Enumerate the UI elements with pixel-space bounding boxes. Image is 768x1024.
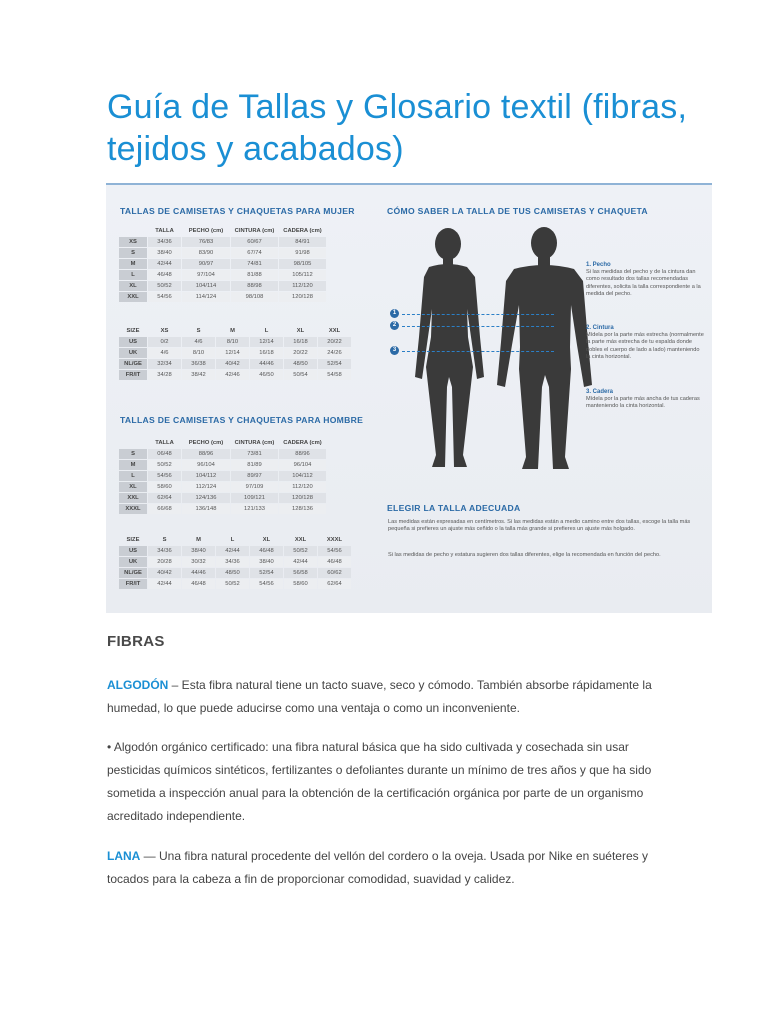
- table-cell: 89/97: [231, 471, 278, 481]
- column-header: SIZE: [126, 327, 140, 334]
- table-cell: 50/52: [148, 281, 181, 291]
- table-cell: 32/34: [148, 359, 181, 369]
- table-cell: 88/98: [231, 281, 278, 291]
- table-cell: 20/28: [148, 557, 181, 567]
- table-cell: 112/124: [182, 482, 230, 492]
- column-header: SIZE: [126, 536, 140, 543]
- waist-guide-line: [402, 326, 554, 327]
- column-header: XXL: [294, 536, 307, 543]
- column-header: S: [196, 327, 201, 334]
- hip-title: 3. Cadera: [586, 389, 614, 395]
- table-cell: 97/104: [182, 270, 230, 280]
- algodon-term: ALGODÓN: [107, 678, 169, 692]
- waist-title: 2. Cintura: [586, 325, 614, 331]
- row-label: XL: [119, 281, 147, 291]
- chest-guide-line: [402, 314, 554, 315]
- table-cell: 20/22: [318, 337, 351, 347]
- column-header: PECHO (cm): [188, 227, 224, 234]
- chest-marker: 1: [390, 309, 399, 318]
- column-header: CINTURA (cm): [234, 439, 275, 446]
- column-header: CADERA (cm): [283, 439, 322, 446]
- row-label: L: [119, 270, 147, 280]
- table-header-row: [119, 225, 326, 236]
- table-cell: 88/96: [182, 449, 230, 459]
- male-silhouette: [489, 227, 599, 472]
- table-row: [119, 579, 351, 589]
- table-cell: 8/10: [216, 337, 249, 347]
- row-label: FR/IT: [119, 579, 147, 589]
- table-row: [119, 504, 326, 514]
- table-row: [119, 248, 326, 258]
- row-label: L: [119, 471, 147, 481]
- row-label: XS: [119, 237, 147, 247]
- table-cell: 105/112: [279, 270, 326, 280]
- row-label: NL/GE: [119, 359, 147, 369]
- table-cell: 58/60: [148, 482, 181, 492]
- table-cell: 88/96: [279, 449, 326, 459]
- table-cell: 73/81: [231, 449, 278, 459]
- table-cell: 54/56: [148, 292, 181, 302]
- table-row: [119, 359, 351, 369]
- lana-term: LANA: [107, 849, 141, 863]
- column-header: TALLA: [155, 439, 174, 446]
- men-sizes-heading: TALLAS DE CAMISETAS Y CHAQUETAS PARA HOMBRE: [120, 415, 364, 425]
- table-cell: 54/56: [250, 579, 283, 589]
- hip-instructions: [586, 389, 704, 411]
- table-cell: 104/114: [182, 281, 230, 291]
- table-cell: 46/48: [318, 557, 351, 567]
- algodon-paragraph: [107, 674, 667, 720]
- table-row: [119, 568, 351, 578]
- table-cell: 120/128: [279, 292, 326, 302]
- table-cell: 112/120: [279, 281, 326, 291]
- table-cell: 48/50: [284, 359, 317, 369]
- table-row: [119, 337, 351, 347]
- algodon-text: – Esta fibra natural tiene un tacto suave, seco y cómodo. También absorbe rápidamente la humedad, lo que puede aducirse como una ventaja o como un inconveniente.: [107, 678, 652, 715]
- table-cell: 54/56: [318, 546, 351, 556]
- table-row: [119, 449, 326, 459]
- row-label: US: [119, 337, 147, 347]
- table-cell: 4/6: [148, 348, 181, 358]
- table-cell: 42/44: [148, 259, 181, 269]
- table-cell: 50/54: [284, 370, 317, 380]
- table-cell: 84/91: [279, 237, 326, 247]
- table-cell: 38/40: [182, 546, 215, 556]
- table-cell: 06/48: [148, 449, 181, 459]
- table-cell: 104/112: [182, 471, 230, 481]
- table-cell: 58/60: [284, 579, 317, 589]
- table-cell: 8/10: [182, 348, 215, 358]
- table-cell: 54/56: [148, 471, 181, 481]
- table-cell: 34/28: [148, 370, 181, 380]
- table-cell: 97/109: [231, 482, 278, 492]
- table-cell: 52/54: [318, 359, 351, 369]
- table-cell: 34/36: [148, 237, 181, 247]
- choose-size-text-1: Las medidas están expresadas en centímetros. Si las medidas están a medio camino entre dos tallas, escoge la talla más pequeña si prefieres un ajuste más ceñido o la talla más grande si prefieres un ajuste más holgado.: [388, 519, 691, 533]
- table-cell: 96/104: [279, 460, 326, 470]
- table-cell: 112/120: [279, 482, 326, 492]
- table-cell: 81/89: [231, 460, 278, 470]
- column-header: [119, 225, 147, 236]
- table-cell: 12/14: [250, 337, 283, 347]
- women-sizes-heading: TALLAS DE CAMISETAS Y CHAQUETAS PARA MUJER: [120, 206, 355, 216]
- table-cell: 67/74: [231, 248, 278, 258]
- hip-marker: 3: [390, 346, 399, 355]
- table-cell: 98/105: [279, 259, 326, 269]
- table-cell: 24/26: [318, 348, 351, 358]
- fibras-heading: FIBRAS: [107, 633, 165, 650]
- organico-paragraph: • Algodón orgánico certificado: una fibra natural básica que ha sido cultivada y cosechada sin usar pesticidas químicos sintéticos, fertilizantes o defoliantes durante un mínimo de tres años y que ha sido sometida a inspección anual para la obtención de la certificación orgánica por parte de un organismo acreditado independiente.: [107, 740, 652, 823]
- table-cell: 50/52: [284, 546, 317, 556]
- table-cell: 40/42: [148, 568, 181, 578]
- row-label: UK: [119, 557, 147, 567]
- table-cell: 66/68: [148, 504, 181, 514]
- column-header: L: [264, 327, 269, 334]
- table-cell: 20/22: [284, 348, 317, 358]
- chest-instructions: [586, 262, 704, 298]
- column-header: L: [230, 536, 235, 543]
- table-cell: 46/48: [148, 270, 181, 280]
- row-label: US: [119, 546, 147, 556]
- column-header: XL: [296, 327, 305, 334]
- men-size-table: [118, 436, 327, 515]
- table-cell: 121/133: [231, 504, 278, 514]
- lana-text: — Una fibra natural procedente del vellón del cordero o la oveja. Usada por Nike en suéteres y tocados para la cabeza a fin de proporcionar comodidad, suavidad y calidez.: [107, 849, 648, 886]
- column-header: PECHO (cm): [188, 439, 224, 446]
- table-header-row: [119, 534, 351, 545]
- men-conversion-table: [118, 533, 352, 590]
- row-label: FR/IT: [119, 370, 147, 380]
- table-cell: 42/44: [148, 579, 181, 589]
- row-label: UK: [119, 348, 147, 358]
- row-label: S: [119, 449, 147, 459]
- column-header: M: [196, 536, 201, 543]
- row-label: NL/GE: [119, 568, 147, 578]
- table-row: [119, 370, 351, 380]
- table-cell: 44/46: [250, 359, 283, 369]
- table-cell: 60/67: [231, 237, 278, 247]
- column-header: XL: [262, 536, 271, 543]
- table-cell: 128/136: [279, 504, 326, 514]
- column-header: XXXL: [326, 536, 343, 543]
- chest-title: 1. Pecho: [586, 262, 611, 268]
- column-header: XXL: [328, 327, 341, 334]
- table-cell: 91/98: [279, 248, 326, 258]
- table-cell: 46/48: [250, 546, 283, 556]
- row-label: S: [119, 248, 147, 258]
- table-row: [119, 546, 351, 556]
- table-row: [119, 259, 326, 269]
- table-cell: 44/46: [182, 568, 215, 578]
- table-row: [119, 348, 351, 358]
- women-conversion-table: [118, 324, 352, 381]
- table-cell: 38/42: [182, 370, 215, 380]
- lana-paragraph: [107, 845, 667, 891]
- women-size-table: [118, 224, 327, 303]
- row-label: XL: [119, 482, 147, 492]
- table-cell: 42/44: [216, 546, 249, 556]
- table-cell: 54/58: [318, 370, 351, 380]
- table-row: [119, 237, 326, 247]
- table-row: [119, 292, 326, 302]
- table-row: [119, 460, 326, 470]
- table-cell: 42/44: [284, 557, 317, 567]
- table-cell: 50/52: [148, 460, 181, 470]
- table-cell: 74/81: [231, 259, 278, 269]
- table-header-row: [119, 437, 326, 448]
- waist-instructions: [586, 325, 704, 361]
- page-title: Guía de Tallas y Glosario textil (fibras, tejidos y acabados): [107, 88, 688, 168]
- table-cell: 104/112: [279, 471, 326, 481]
- table-cell: 120/128: [279, 493, 326, 503]
- table-cell: 48/50: [216, 568, 249, 578]
- table-row: [119, 482, 326, 492]
- table-cell: 52/54: [250, 568, 283, 578]
- table-cell: 38/40: [250, 557, 283, 567]
- table-cell: 109/121: [231, 493, 278, 503]
- table-cell: 96/104: [182, 460, 230, 470]
- row-label: XXL: [119, 292, 147, 302]
- waist-text: Mídela por la parte más estrecha (normalmente la parte más estrecha de tu espalda donde dobles el cuerpo de lado a lado) manteniendo la cinta horizontal.: [586, 332, 704, 360]
- table-cell: 90/97: [182, 259, 230, 269]
- table-cell: 83/90: [182, 248, 230, 258]
- table-cell: 0/2: [148, 337, 181, 347]
- table-cell: 114/124: [182, 292, 230, 302]
- table-cell: 81/88: [231, 270, 278, 280]
- table-cell: 62/64: [318, 579, 351, 589]
- table-cell: 4/6: [182, 337, 215, 347]
- table-row: [119, 493, 326, 503]
- table-cell: 34/36: [216, 557, 249, 567]
- table-row: [119, 281, 326, 291]
- chest-text: Si las medidas del pecho y de la cintura dan como resultado dos tallas recomendadas diferentes, solicita la talla correspondiente a la medida del pecho.: [586, 269, 701, 297]
- hip-guide-line: [402, 351, 554, 352]
- column-header: TALLA: [155, 227, 174, 234]
- table-cell: 98/108: [231, 292, 278, 302]
- column-header: S: [162, 536, 167, 543]
- row-label: M: [119, 259, 147, 269]
- table-cell: 34/36: [148, 546, 181, 556]
- table-cell: 46/48: [182, 579, 215, 589]
- hip-text: Mídela por la parte más ancha de tus caderas manteniendo la cinta horizontal.: [586, 396, 700, 410]
- column-header: CINTURA (cm): [234, 227, 275, 234]
- female-silhouette: [401, 227, 496, 472]
- table-header-row: [119, 325, 351, 336]
- table-cell: 60/62: [318, 568, 351, 578]
- row-label: XXL: [119, 493, 147, 503]
- table-cell: 12/14: [216, 348, 249, 358]
- column-header: CADERA (cm): [283, 227, 322, 234]
- table-cell: 46/50: [250, 370, 283, 380]
- table-cell: 56/58: [284, 568, 317, 578]
- column-header: [119, 437, 147, 448]
- table-cell: 62/64: [148, 493, 181, 503]
- table-row: [119, 557, 351, 567]
- table-row: [119, 471, 326, 481]
- table-row: [119, 270, 326, 280]
- choose-size-heading: ELEGIR LA TALLA ADECUADA: [387, 503, 521, 513]
- table-cell: 36/38: [182, 359, 215, 369]
- table-cell: 30/32: [182, 557, 215, 567]
- table-cell: 16/18: [250, 348, 283, 358]
- table-cell: 38/40: [148, 248, 181, 258]
- row-label: XXXL: [119, 504, 147, 514]
- row-label: M: [119, 460, 147, 470]
- column-header: M: [230, 327, 235, 334]
- column-header: XS: [160, 327, 169, 334]
- waist-marker: 2: [390, 321, 399, 330]
- choose-size-text-2: Si las medidas de pecho y estatura sugieren dos tallas diferentes, elige la recomendada en función del pecho.: [388, 552, 661, 558]
- how-to-measure-heading: CÓMO SABER LA TALLA DE TUS CAMISETAS Y CHAQUETA: [387, 206, 648, 216]
- table-cell: 50/52: [216, 579, 249, 589]
- table-cell: 76/83: [182, 237, 230, 247]
- table-cell: 136/148: [182, 504, 230, 514]
- table-cell: 42/46: [216, 370, 249, 380]
- table-cell: 40/42: [216, 359, 249, 369]
- table-cell: 124/136: [182, 493, 230, 503]
- table-cell: 16/18: [284, 337, 317, 347]
